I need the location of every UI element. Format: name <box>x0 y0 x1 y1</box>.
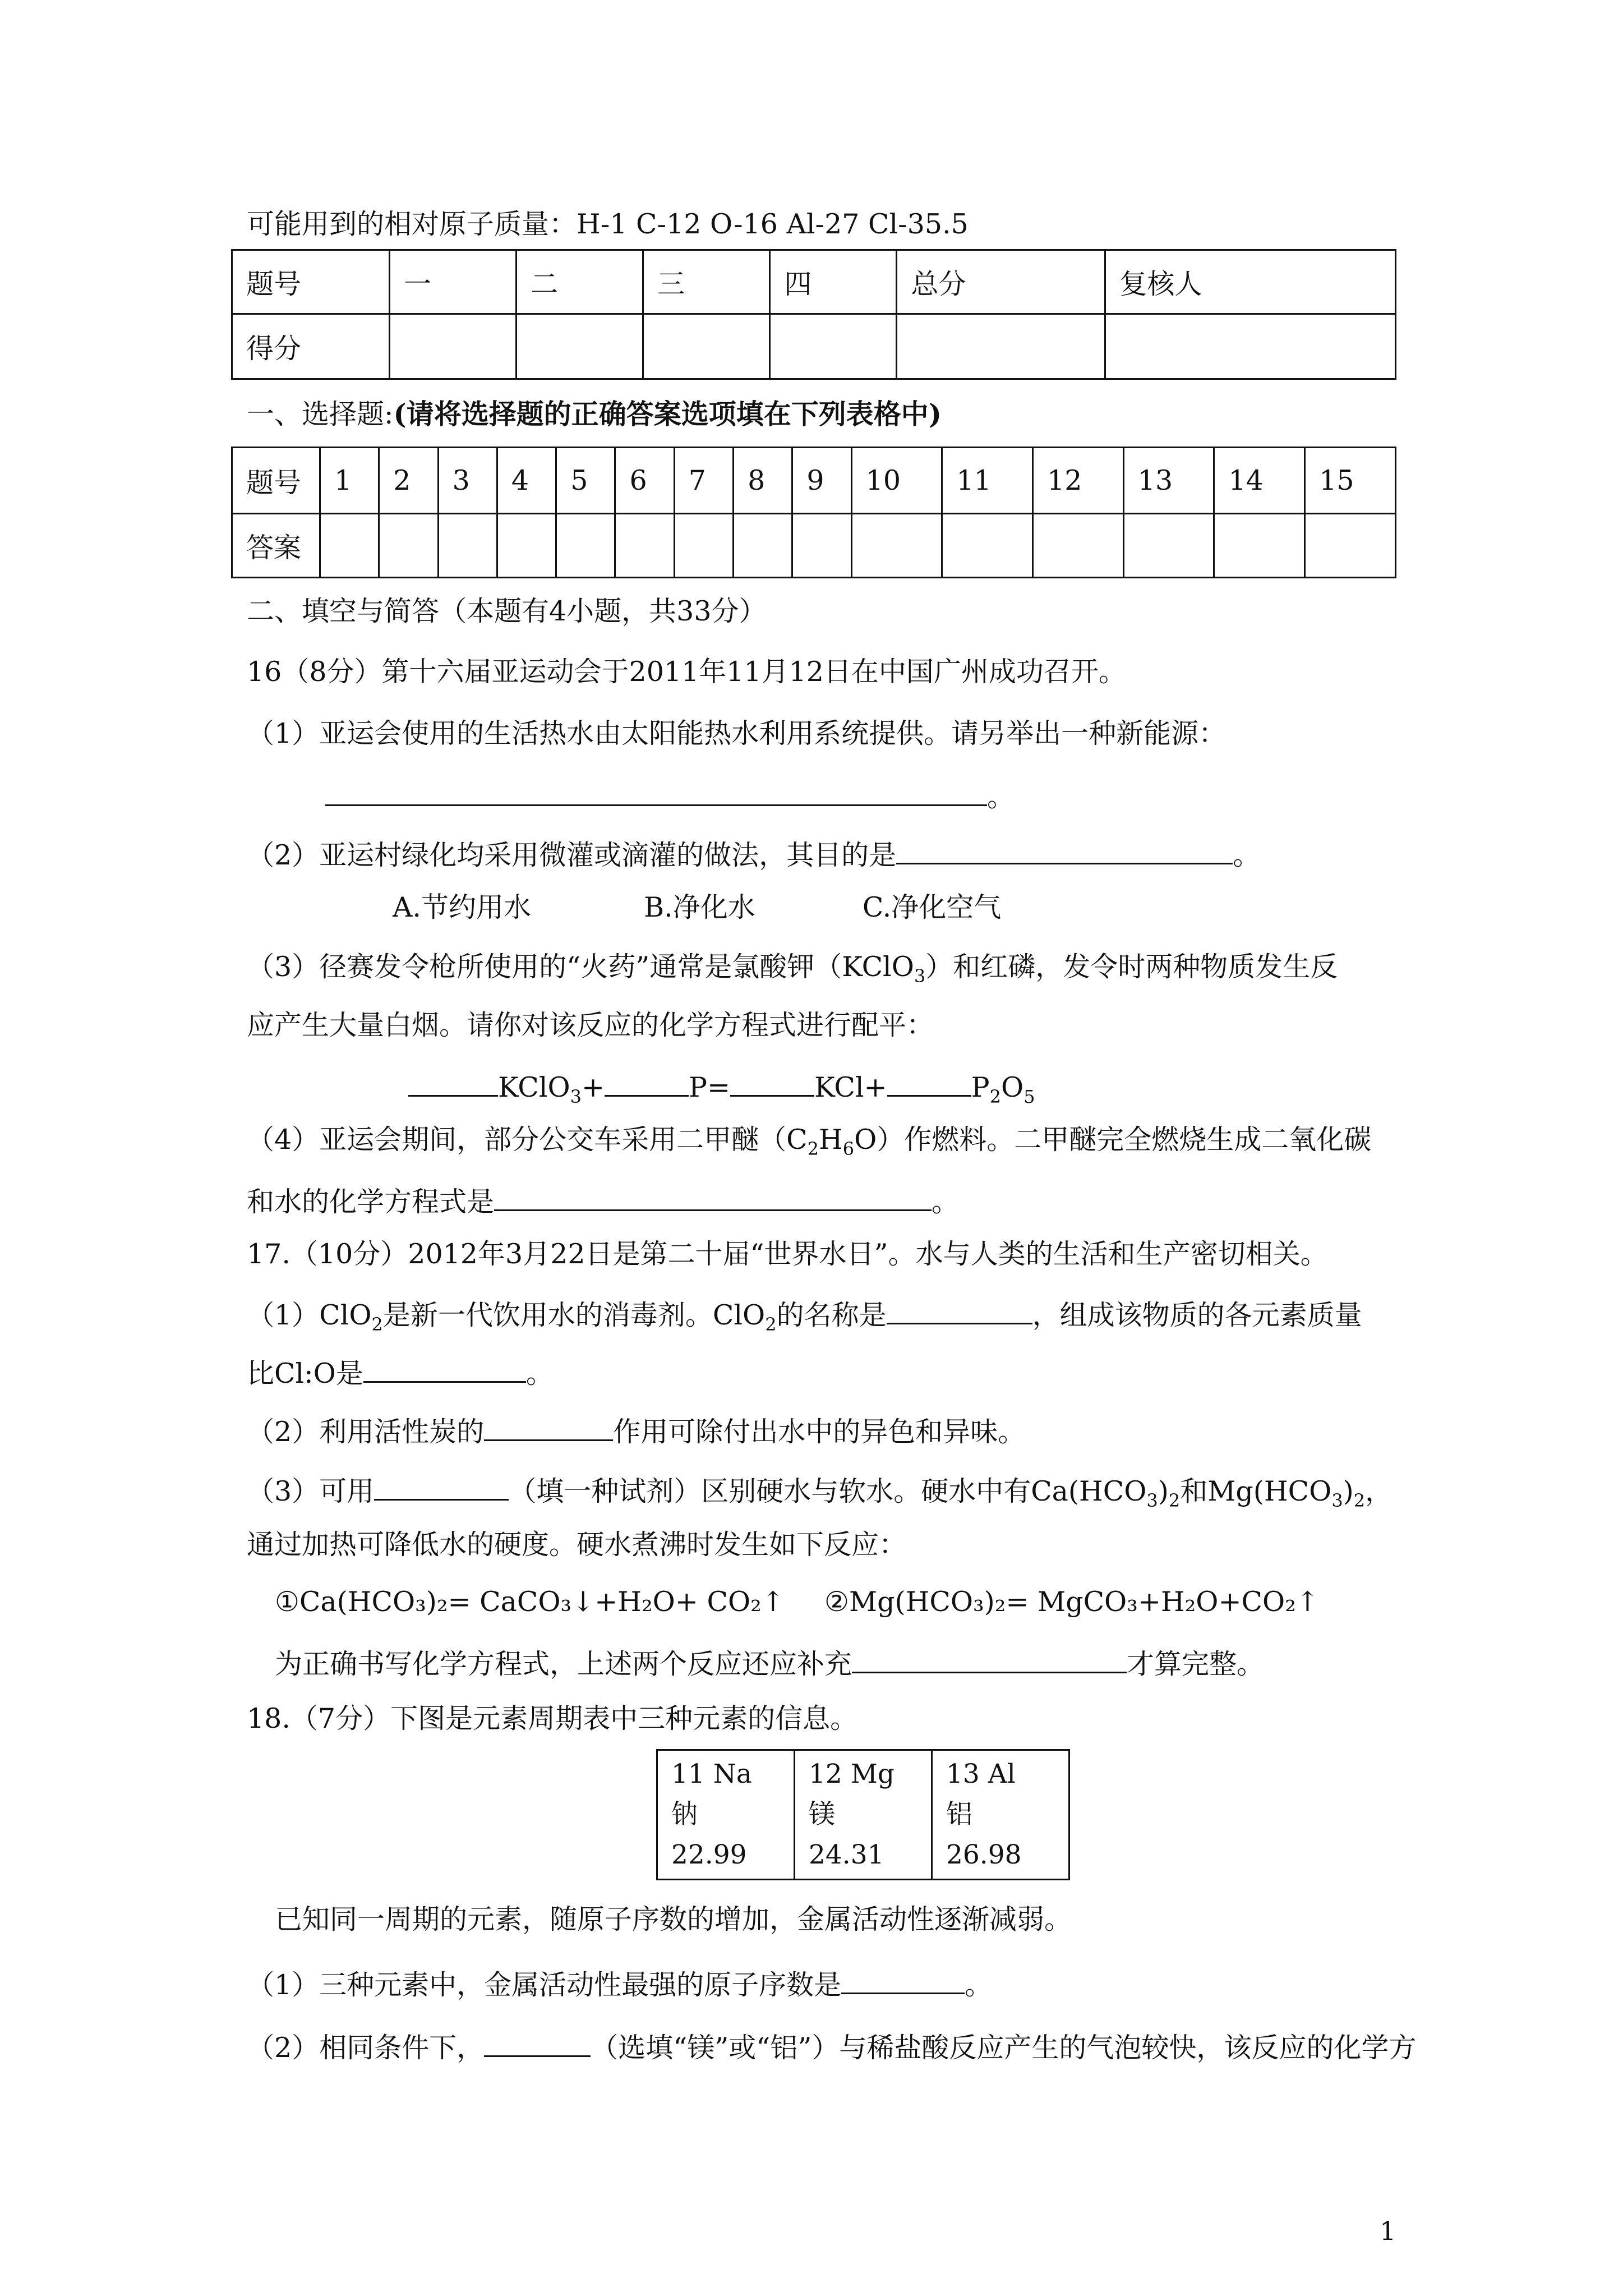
q18-part2-text: （2）相同条件下， <box>247 2032 485 2064</box>
element-cell-al <box>932 1750 1069 1880</box>
answer-cell[interactable] <box>556 514 615 578</box>
question-number-cell: 15 <box>1305 448 1396 514</box>
q17-part3-line1: （3）可用 （填一种试剂）区别硬水与软水。硬水中有$Ca(HCO_3)_2$和$Mg(HCO_3)_2$， <box>247 1470 1393 1519</box>
subscript: 3 <box>1146 1489 1158 1511</box>
answer-cell[interactable] <box>1305 514 1396 578</box>
answer-cell[interactable] <box>1214 514 1305 578</box>
score-cell[interactable] <box>897 314 1105 379</box>
score-table-header-row <box>232 250 1396 314</box>
q16-part4-text: （4）亚运会期间，部分公交车采用二甲醚（C <box>247 1124 808 1156</box>
q18-note: 已知同一周期的元素，随原子序数的增加，金属活动性逐渐减弱。 <box>275 1903 1072 1935</box>
question-number-cell: 8 <box>734 448 792 514</box>
reaction-2: ②Mg(HCO₃)₂= MgCO₃+H₂O+CO₂↑ <box>824 1586 1319 1618</box>
answer-cell[interactable] <box>497 514 556 578</box>
answer-blank[interactable] <box>325 775 987 806</box>
question-number-cell: 1 <box>320 448 379 514</box>
score-cell[interactable] <box>390 314 517 379</box>
q17-part1-text: ，组成该物质的各元素质量 <box>1032 1299 1362 1331</box>
score-header-cell: 三 <box>643 250 770 314</box>
q16-part4-text: O）作燃料。二甲醚完全燃烧生成二氧化碳 <box>854 1124 1372 1156</box>
q18-part1-text: （1）三种元素中，金属活动性最强的原子序数是 <box>247 1969 842 2001</box>
question-number-cell: 13 <box>1123 448 1214 514</box>
element-cell-mg <box>795 1750 932 1880</box>
subscript: 2 <box>1353 1489 1366 1511</box>
q17-part1-text: 的名称是 <box>776 1299 887 1331</box>
q16-part2-text: （2）亚运村绿化均采用微灌或滴灌的做法，其目的是 <box>247 839 897 871</box>
q17-part1-text: （1）ClO <box>247 1299 372 1331</box>
answer-cell[interactable] <box>1123 514 1214 578</box>
coefficient-blank[interactable] <box>730 1066 814 1097</box>
element-name: 钠 <box>671 1799 698 1830</box>
score-cell[interactable] <box>517 314 643 379</box>
element-name: 镁 <box>809 1799 835 1830</box>
atomic-mass-line: 可能用到的相对原子质量：H-1 C-12 O-16 Al-27 Cl-35.5 <box>247 208 969 240</box>
q16-part4-text: 和水的化学方程式是 <box>247 1186 495 1218</box>
q16-part1: （1）亚运会使用的生活热水由太阳能热水利用系统提供。请另举出一种新能源： <box>247 717 1227 749</box>
subscript: 2 <box>765 1313 777 1335</box>
subscript: 3 <box>570 1085 582 1107</box>
subscript: 3 <box>1331 1489 1343 1511</box>
option-b: B.净化水 <box>644 891 755 923</box>
answer-blank[interactable] <box>374 1470 509 1501</box>
score-cell[interactable] <box>770 314 897 379</box>
q17-part4-text: 才算完整。 <box>1127 1648 1265 1680</box>
score-header-cell: 总分 <box>897 250 1105 314</box>
q17-part4-text: 为正确书写化学方程式，上述两个反应还应补充 <box>275 1648 852 1680</box>
question-number-cell: 10 <box>851 448 942 514</box>
score-header-cell: 二 <box>517 250 643 314</box>
q17-part1-text: 比Cl:O是 <box>247 1358 363 1389</box>
answer-blank[interactable] <box>484 2026 591 2057</box>
answer-cell[interactable] <box>674 514 733 578</box>
option-a: A.节约用水 <box>393 891 531 923</box>
punctuation: 。 <box>987 781 1015 813</box>
q16-part3-line1 <box>247 949 1338 994</box>
subscript: 2 <box>807 1138 819 1159</box>
subscript: 2 <box>989 1085 1001 1107</box>
q16-part1-answer <box>325 775 1015 815</box>
score-header-cell: 复核人 <box>1105 250 1396 314</box>
formula: KCl+ <box>814 1071 887 1103</box>
answer-cell[interactable] <box>320 514 379 578</box>
answer-header-label: 题号 <box>232 448 320 514</box>
section1-heading <box>247 396 942 432</box>
punctuation: 。 <box>965 1969 993 2001</box>
answer-blank[interactable] <box>363 1352 526 1383</box>
answer-table-number-row <box>232 448 1396 514</box>
formula: KClO <box>498 1071 570 1103</box>
question-number-cell: 5 <box>556 448 615 514</box>
element-symbol: 11 Na <box>671 1759 752 1789</box>
score-cell[interactable] <box>643 314 770 379</box>
q16-options <box>393 890 1001 926</box>
formula: P= <box>689 1071 731 1103</box>
q16-part3-text: （3）径赛发令枪所使用的“火药”通常是氯酸钾（KClO <box>247 951 914 983</box>
element-symbol: 13 Al <box>946 1759 1016 1789</box>
element-mass: 22.99 <box>671 1839 747 1870</box>
answer-cell[interactable] <box>615 514 674 578</box>
answer-blank[interactable] <box>887 1294 1032 1324</box>
formula: O <box>1000 1071 1024 1103</box>
score-table-score-row <box>232 314 1396 379</box>
answer-blank[interactable] <box>484 1410 613 1441</box>
q17-part3-text: ) <box>1158 1475 1169 1507</box>
q18-intro: 18.（7分）下图是元素周期表中三种元素的信息。 <box>247 1703 858 1734</box>
q17-part4 <box>275 1642 1264 1682</box>
element-name: 铝 <box>946 1799 972 1830</box>
score-row-label: 得分 <box>232 314 390 379</box>
q17-part2 <box>247 1410 1025 1450</box>
answer-table-answer-row <box>232 514 1396 578</box>
answer-blank[interactable] <box>494 1180 932 1211</box>
q16-equation <box>408 1066 1035 1115</box>
answer-cell[interactable] <box>1033 514 1124 578</box>
answer-cell[interactable] <box>942 514 1033 578</box>
element-symbol: 12 Mg <box>809 1759 895 1789</box>
answer-blank[interactable] <box>852 1642 1127 1673</box>
page-number: 1 <box>1380 2216 1396 2246</box>
q16-intro: 16（8分）第十六届亚运动会于2011年11月12日在中国广州成功召开。 <box>247 656 1126 688</box>
q17-part2-text: （2）利用活性炭的 <box>247 1416 485 1448</box>
q18-part2 <box>247 2026 1416 2066</box>
q18-part1 <box>247 1963 992 2003</box>
subscript: 2 <box>1168 1489 1181 1511</box>
question-number-cell: 11 <box>942 448 1033 514</box>
question-number-cell: 6 <box>615 448 674 514</box>
subscript: 6 <box>842 1138 855 1159</box>
coefficient-blank[interactable] <box>605 1066 689 1097</box>
answer-cell[interactable] <box>734 514 792 578</box>
question-number-cell: 9 <box>792 448 851 514</box>
q17-part3-text: （填一种试剂）区别硬水与软水。硬水中有Ca(HCO <box>509 1475 1147 1507</box>
q17-part1-line2 <box>247 1352 554 1392</box>
punctuation: 。 <box>932 1186 960 1218</box>
element-mass: 26.98 <box>946 1839 1022 1870</box>
coefficient-blank[interactable] <box>408 1066 498 1097</box>
q16-part3-text: ）和红磷，发令时两种物质发生反 <box>925 951 1338 983</box>
q16-part4-text: H <box>819 1124 843 1156</box>
answer-cell[interactable] <box>438 514 497 578</box>
reaction-1: ①Ca(HCO₃)₂= CaCO₃↓+H₂O+ CO₂↑ <box>275 1586 785 1618</box>
q16-part3-line2: 应产生大量白烟。请你对该反应的化学方程式进行配平： <box>247 1009 934 1041</box>
q17-reactions <box>275 1584 1319 1620</box>
score-table <box>231 249 1396 380</box>
question-number-cell: 14 <box>1214 448 1305 514</box>
q17-part3-text: （3）可用 <box>247 1475 375 1507</box>
q17-part1-line1 <box>247 1294 1362 1342</box>
formula: P <box>971 1071 990 1103</box>
subscript: 3 <box>914 965 926 987</box>
q16-part2 <box>247 834 1260 873</box>
element-row <box>657 1750 1069 1880</box>
question-number-cell: 12 <box>1033 448 1124 514</box>
subscript: 2 <box>371 1313 383 1335</box>
question-number-cell: 7 <box>674 448 733 514</box>
score-header-cell: 一 <box>390 250 517 314</box>
question-number-cell: 3 <box>438 448 497 514</box>
answer-cell[interactable] <box>792 514 851 578</box>
answer-table <box>231 447 1396 578</box>
coefficient-blank[interactable] <box>887 1066 971 1097</box>
question-number-cell: 2 <box>379 448 438 514</box>
score-header-cell: 题号 <box>232 250 390 314</box>
q17-part3-line2: 通过加热可降低水的硬度。硬水煮沸时发生如下反应： <box>247 1529 907 1561</box>
answer-blank[interactable] <box>841 1963 965 1994</box>
question-number-cell: 4 <box>497 448 556 514</box>
element-mass: 24.31 <box>809 1839 884 1870</box>
score-cell[interactable] <box>1105 314 1396 379</box>
q18-part2-text: （选填“镁”或“铝”）与稀盐酸反应产生的气泡较快，该反应的化学方 <box>591 2032 1417 2064</box>
q17-intro: 17.（10分）2012年3月22日是第二十届“世界水日”。水与人类的生活和生产密切相关。 <box>247 1238 1328 1270</box>
element-cell-na <box>657 1750 795 1880</box>
score-header-cell: 四 <box>770 250 897 314</box>
q17-part1-text: 是新一代饮用水的消毒剂。ClO <box>382 1299 766 1331</box>
q17-part3-text: 和Mg(HCO <box>1180 1475 1332 1507</box>
section1-instruction: (请将选择题的正确答案选项填在下列表格中) <box>393 398 942 430</box>
q16-part4-line1 <box>247 1122 1371 1167</box>
answer-cell[interactable] <box>851 514 942 578</box>
q17-part3-text: ) <box>1343 1475 1354 1507</box>
q17-part2-text: 作用可除付出水中的异色和异味。 <box>613 1416 1026 1448</box>
answer-row-label: 答案 <box>232 514 320 578</box>
formula: + <box>581 1071 605 1103</box>
option-c: C.净化空气 <box>862 891 1002 923</box>
punctuation: 。 <box>1233 839 1261 871</box>
section1-title: 一、选择题: <box>247 398 394 430</box>
element-table <box>656 1749 1070 1880</box>
punctuation: 。 <box>525 1358 554 1389</box>
answer-cell[interactable] <box>379 514 438 578</box>
answer-blank[interactable] <box>896 834 1233 864</box>
section2-title: 二、填空与简答（本题有4小题，共33分） <box>247 595 767 627</box>
q16-part4-line2 <box>247 1180 959 1220</box>
subscript: 5 <box>1023 1085 1035 1107</box>
